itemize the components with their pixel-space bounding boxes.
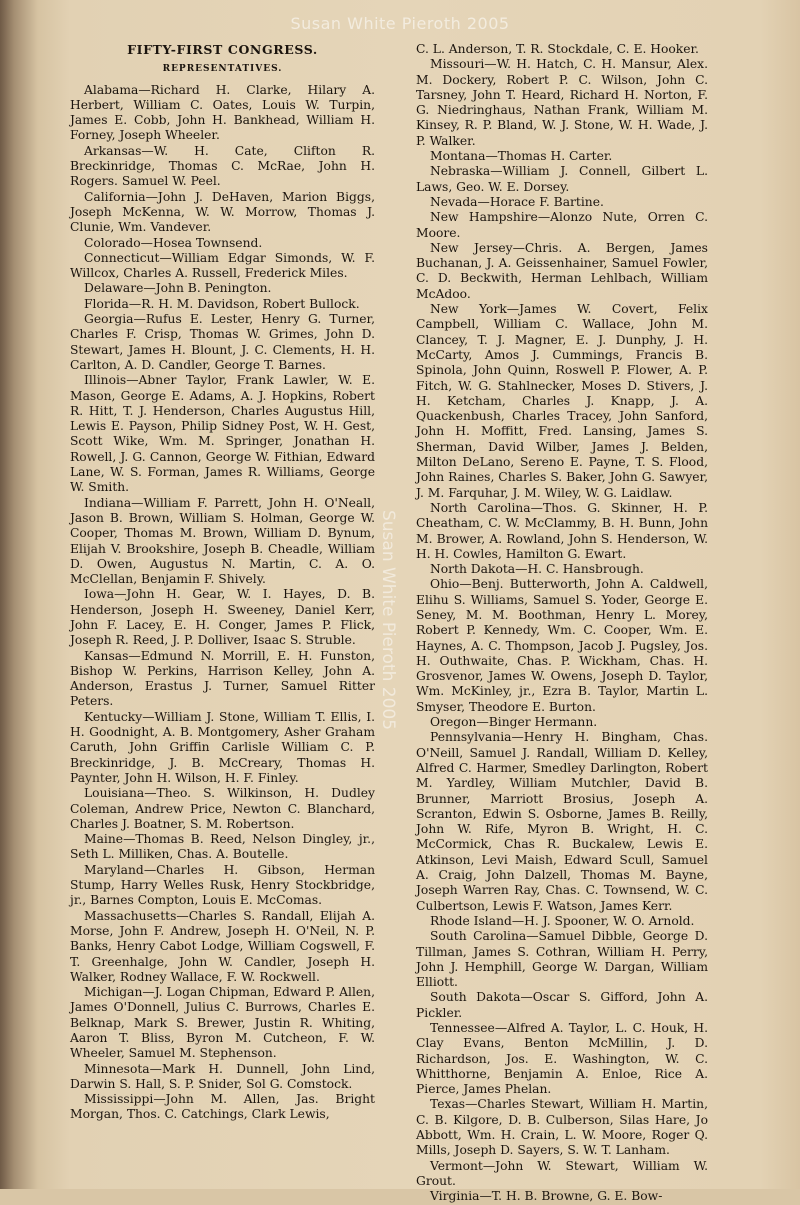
dash: — [138,82,151,97]
state-entry [416,1189,708,1204]
representative-names: W. H. Cate, Clifton R. Breckinridge, Thomas C. McRae, John H. Rogers. Samuel W. Peel. [70,143,375,189]
representative-names: H. C. Hansbrough. [527,562,644,577]
state-name: Indiana [84,495,132,510]
state-entry [416,195,708,210]
state-entry [70,373,375,495]
dash: — [140,235,153,250]
representative-names: Charles H. Gibson, Herman Stump, Harry Welles Rusk, Henry Stockbridge, jr., Barnes Compton, Louis E. McComas. [70,862,375,908]
state-entry [70,281,375,296]
state-name: New Jersey [430,240,513,255]
state-name: Kansas [84,648,129,663]
representative-names: J. Logan Chipman, Edward P. Allen, James O'Donnell, Julius C. Burrows, Charles E. Belknap, Mark S. Brewer, Justin R. Whiting, Aaron T. Bliss, Byron M. Cutcheon, F. W. Wheeler, Samuel M. Stephenson. [70,985,375,1061]
state-name: Tennessee [430,1021,495,1035]
dash: — [126,373,139,388]
representative-names: William Edgar Simonds, W. F. Willcox, Charles A. Russell, Frederick Miles. [70,250,375,281]
state-entry [70,909,375,985]
representative-names: William J. Connell, Gilbert L. Laws, Geo. W. E. Dorsey. [416,164,708,194]
representative-names: Horace F. Bartine. [489,194,604,209]
dash: — [149,1061,162,1076]
state-entry [70,710,375,786]
state-entry [70,496,375,588]
representative-names: James W. Covert, Felix Campbell, William C. Wallace, John M. Clancey, T. J. Magner, E. J. Dunphy, J. H. McCarty, Amos J. Cummings, Francis B. Spinola, John Quinn, Roswell P. Flower, A. P. Fitch, W. G. Stahlnecker, Moses D. Stivers, J. H. Ketcham, Charles J. Knapp, J. A. Quackenbush, Charles Tracey, John Sanford, John H. Moffitt, Fred. Lansing, James S. Sherman, David Wilber, James J. Belden, Milton DeLano, Sereno E. Payne, T. S. Flood, John Raines, Charles S. Baker, John G. Sawyer, J. M. Farquhar, J. M. Wiley, W. G. Laidlaw. [416,302,708,500]
state-name: Colorado [84,235,141,250]
dash: — [479,1189,492,1204]
representative-names: Samuel Dibble, George D. Tillman, James S. Cothran, William H. Perry, John J. Hemphill, George W. Dargan, William Elliott. [416,929,708,990]
state-name: Missouri [430,57,485,72]
representative-names: John J. DeHaven, Marion Biggs, Joseph McKenna, W. W. Morrow, Thomas J. Clunie, Wm. Vandever. [70,189,375,235]
dash: — [144,786,157,801]
representative-names: John M. Allen, Jas. Bright Morgan, Thos. C. Catchings, Clark Lewis, [70,1092,375,1122]
state-entry [416,730,708,914]
dash: — [131,495,144,510]
representative-names: Charles Stewart, William H. Martin, C. B. Kilgore, D. B. Culberson, Silas Hare, Jo Abbott, Wm. H. Crain, L. W. Moore, Roger Q. Mills, Joseph D. Sayers, S. W. T. Lanham. [416,1097,708,1158]
state-name: Nebraska [430,164,491,179]
dash: — [153,1092,166,1107]
state-name: New Hampshire [430,210,538,225]
state-entry [70,1062,375,1093]
state-name: Kentucky [84,709,143,724]
state-entry [416,164,708,195]
representative-names: Alfred A. Taylor, L. C. Houk, H. Clay Evans, Benton McMillin, J. D. Richardson, Jos. E. Washington, W. C. Whitthorne, Benjamin A. Enloe, Rice A. Pierce, James Phelan. [416,1021,708,1097]
dash: — [511,730,524,745]
state-entry [416,210,708,241]
dash: — [133,312,146,327]
state-name: Nevada [430,194,478,209]
state-entry [70,832,375,863]
state-name: Pennsylvania [430,730,512,745]
dash: — [490,164,503,179]
dash: — [128,648,141,663]
state-entry [70,587,375,648]
state-entry [70,312,375,373]
dash: — [482,1158,496,1173]
representative-names: Thomas B. Reed, Nelson Dingley, jr., Seth L. Milliken, Chas. A. Boutelle. [70,832,375,862]
dash: — [128,296,142,311]
right-entries [416,57,708,1204]
state-name: South Dakota [430,990,521,1005]
dash: — [476,715,489,730]
state-name: Arkansas [84,143,142,158]
state-name: Maine [84,832,124,847]
representative-names: Oscar S. Gifford, John A. Pickler. [416,990,708,1020]
state-entry [70,863,375,909]
state-name: North Dakota [430,562,516,577]
representative-names: Charles S. Randall, Elijah A. Morse, John F. Andrew, Joseph H. O'Neil, N. P. Banks, Henry Cabot Lodge, William Cogswell, F. T. Greenhalge, John W. Candler, Joseph H. Walker, Rodney Wallace, F. W. Rockwell. [70,908,375,984]
page-heading: FIFTY-FIRST CONGRESS. [127,42,318,57]
state-name: Louisiana [84,786,145,801]
left-column [70,42,375,1123]
representative-names: John B. Penington. [155,281,272,296]
state-name: Vermont [430,1158,483,1173]
representative-names: Thomas H. Carter. [497,149,613,164]
dash: — [114,587,127,602]
state-name: California [84,189,146,204]
state-entry [70,786,375,832]
left-entries [70,83,375,1123]
representative-names: Henry H. Bingham, Chas. O'Neill, Samuel J. Randall, William D. Kelley, Alfred C. Harmer, Smedley Darlington, Robert M. Yardley, William Mutchler, David B. Brunner, Marriott Brosius, Joseph A. Scranton, Edwin S. Osborne, James B. Reilly, John W. Rife, Myron B. Wright, H. C. McCormick, Chas R. Buckalew, Lewis E. Atkinson, Levi Maish, Edward Scull, Samuel A. Craig, John Dalzell, Thomas M. Bayne, Joseph Warren Ray, Chas. C. Townsend, W. C. Culbertson, Lewis F. Watson, James Kerr. [416,730,708,913]
state-name: Florida [84,296,129,311]
dash: — [459,577,472,592]
state-name: Oregon [430,715,477,730]
dash: — [484,57,497,72]
dash: — [511,913,525,928]
state-name: South Carolina [430,929,527,944]
dash: — [506,302,520,317]
state-entry [416,1159,708,1190]
state-entry [416,929,708,990]
representative-names: Thos. G. Skinner, H. P. Cheatham, C. W. McClammy, B. H. Bunn, John M. Brower, A. Rowland, John S. Henderson, W. H. H. Cowles, Hamilton G. Ewart. [416,500,709,561]
dash: — [123,832,136,847]
state-entry [416,57,708,149]
right-column [416,42,708,1205]
continuation-line: C. L. Anderson, T. R. Stockdale, C. E. Hooker. [416,42,699,56]
dash: — [537,210,551,225]
representative-names: Alonzo Nute, Orren C. Moore. [416,210,708,240]
state-entry [70,236,375,251]
state-name: Maryland [84,862,144,877]
state-name: Minnesota [84,1061,150,1076]
state-entry [70,190,375,236]
state-name: Connecticut [84,250,160,265]
state-entry [416,302,708,501]
dash: — [176,908,189,923]
state-name: North Carolina [430,500,531,515]
state-name: Delaware [84,281,144,296]
state-entry [70,985,375,1061]
representative-names: Benj. Butterworth, John A. Caldwell, Elihu S. Williams, Samuel S. Yoder, George E. Seney, M. M. Boothman, Henry L. Morey, Robert P. Kennedy, Wm. C. Cooper, Wm. E. Haynes, A. C. Thompson, Jacob J. Pugsley, Jos. H. Outhwaite, Chas. P. Wickham, Chas. H. Grosvenor, James W. Owens, Joseph D. Taylor, Wm. McKinley, jr., Ezra B. Taylor, Martin L. Smyser, Theodore E. Burton. [416,577,708,714]
state-name: Texas [430,1097,466,1112]
state-name: Iowa [84,587,115,602]
state-entry [70,251,375,282]
dash: — [145,189,158,204]
state-entry [416,241,708,302]
state-entry [416,501,708,562]
representative-names: Hosea Townsend. [152,235,263,250]
state-entry [416,1097,708,1158]
representative-names: Mark H. Dunnell, John Lind, Darwin S. Hall, S. P. Snider, Sol G. Comstock. [70,1061,375,1091]
state-name: Michigan [84,985,143,1000]
representative-names: Abner Taylor, Frank Lawler, W. E. Mason, George E. Adams, A. J. Hopkins, Robert R. Hitt, T. J. Henderson, Charles Augustus Hill, Lewis E. Payson, Philip Sidney Post, W. H. Gest, Scott Wike, Wm. M. Springer, Jonathan H. Rowell, J. G. Cannon, George W. Fithian, Edward Lane, W. S. Forman, James R. Williams, George W. Smith. [70,373,375,495]
page-subheading: REPRESENTATIVES. [162,64,283,75]
dash: — [485,149,498,164]
dash: — [530,500,543,515]
state-entry [416,715,708,730]
representative-names: R. H. M. Davidson, Robert Bullock. [141,296,360,311]
dash: — [142,985,155,1000]
representative-names: W. H. Hatch, C. H. Mansur, Alex. M. Dockery, Robert P. C. Wilson, John C. Tarsney, John T. Heard, Richard H. Norton, F. G. Niedringhaus, Nathan Frank, William M. Kinsey, R. P. Bland, W. J. Stone, W. H. Wade, J. P. Walker. [416,57,708,148]
representative-names: William F. Parrett, John H. O'Neall, Jason B. Brown, William S. Holman, George W. Cooper, Thomas M. Brown, William D. Bynum, Elijah V. Brookshire, Joseph B. Cheadle, William D. Owen, Augustus N. Martin, C. A. O. McClellan, Benjamin F. Shively. [70,495,375,587]
representative-names: Edmund N. Morrill, E. H. Funston, Bishop W. Perkins, Harrison Kelley, John A. Anderson, Erastus J. Turner, Samuel Ritter Peters. [70,648,375,709]
state-name: Rhode Island [430,913,512,928]
representative-names: Theo. S. Wilkinson, H. Dudley Coleman, Andrew Price, Newton C. Blanchard, Charles J. Boatner, S. M. Robertson. [70,786,375,831]
dash: — [477,194,490,209]
dash: — [512,240,525,255]
representative-names: H. J. Spooner, W. O. Arnold. [524,913,695,928]
state-name: Georgia [84,312,134,327]
state-entry [70,297,375,312]
representative-names: Binger Hermann. [488,715,598,730]
state-entry [416,577,708,715]
state-entry [416,562,708,577]
dash: — [143,281,156,296]
dash: — [515,562,528,577]
state-entry [70,83,375,144]
state-name: Illinois [84,373,127,388]
state-name: New York [430,302,507,317]
representative-names: John H. Gear, W. I. Hayes, D. B. Henderson, Joseph H. Sweeney, Daniel Kerr, John F. Lacey, E. H. Conger, James P. Flick, Joseph R. Reed, J. P. Dolliver, Isaac S. Struble. [70,587,375,648]
state-entry [70,1092,375,1123]
dash: — [159,250,172,265]
representative-names: Richard H. Clarke, Hilary A. Herbert, William C. Oates, Louis W. Turpin, James E. Cobb, John H. Bankhead, William H. Forney, Joseph Wheeler. [70,82,375,143]
state-name: Alabama [84,82,139,97]
representative-names: Chris. A. Bergen, James Buchanan, J. A. Geissenhainer, Samuel Fowler, C. D. Beckwith, Herman Lehlbach, William McAdoo. [416,240,708,301]
state-name: Ohio [430,577,460,592]
dash: — [141,143,154,158]
dash: — [494,1021,508,1035]
watermark-side: Susan White Pieroth 2005 [378,509,398,731]
watermark-top: Susan White Pieroth 2005 [290,14,510,33]
representative-names: John W. Stewart, William W. Grout. [416,1158,708,1188]
state-entry [70,144,375,190]
state-entry [416,914,708,929]
state-name: Massachusetts [84,908,177,923]
representative-names: T. H. B. Browne, G. E. Bow- [491,1189,663,1204]
state-name: Mississippi [84,1092,154,1107]
state-entry [70,649,375,710]
state-name: Montana [430,149,486,164]
representative-names: Rufus E. Lester, Henry G. Turner, Charles F. Crisp, Thomas W. Grimes, John D. Stewart, James H. Blount, J. C. Clements, H. H. Carlton, A. D. Candler, George T. Barnes. [70,312,375,372]
dash: — [142,709,155,724]
state-entry [416,990,708,1021]
dash: — [526,929,539,944]
dash: — [465,1097,478,1112]
state-entry [416,1021,708,1097]
state-entry [416,149,708,164]
dash: — [520,990,533,1005]
state-name: Virginia [430,1189,480,1204]
dash: — [143,862,157,877]
representative-names: William J. Stone, William T. Ellis, I. H. Goodnight, A. B. Montgomery, Asher Graham Caruth, John Griffin Carlisle William C. P. Breckinridge, J. B. McCreary, Thomas H. Paynter, John H. Wilson, H. F. Finley. [70,709,375,785]
